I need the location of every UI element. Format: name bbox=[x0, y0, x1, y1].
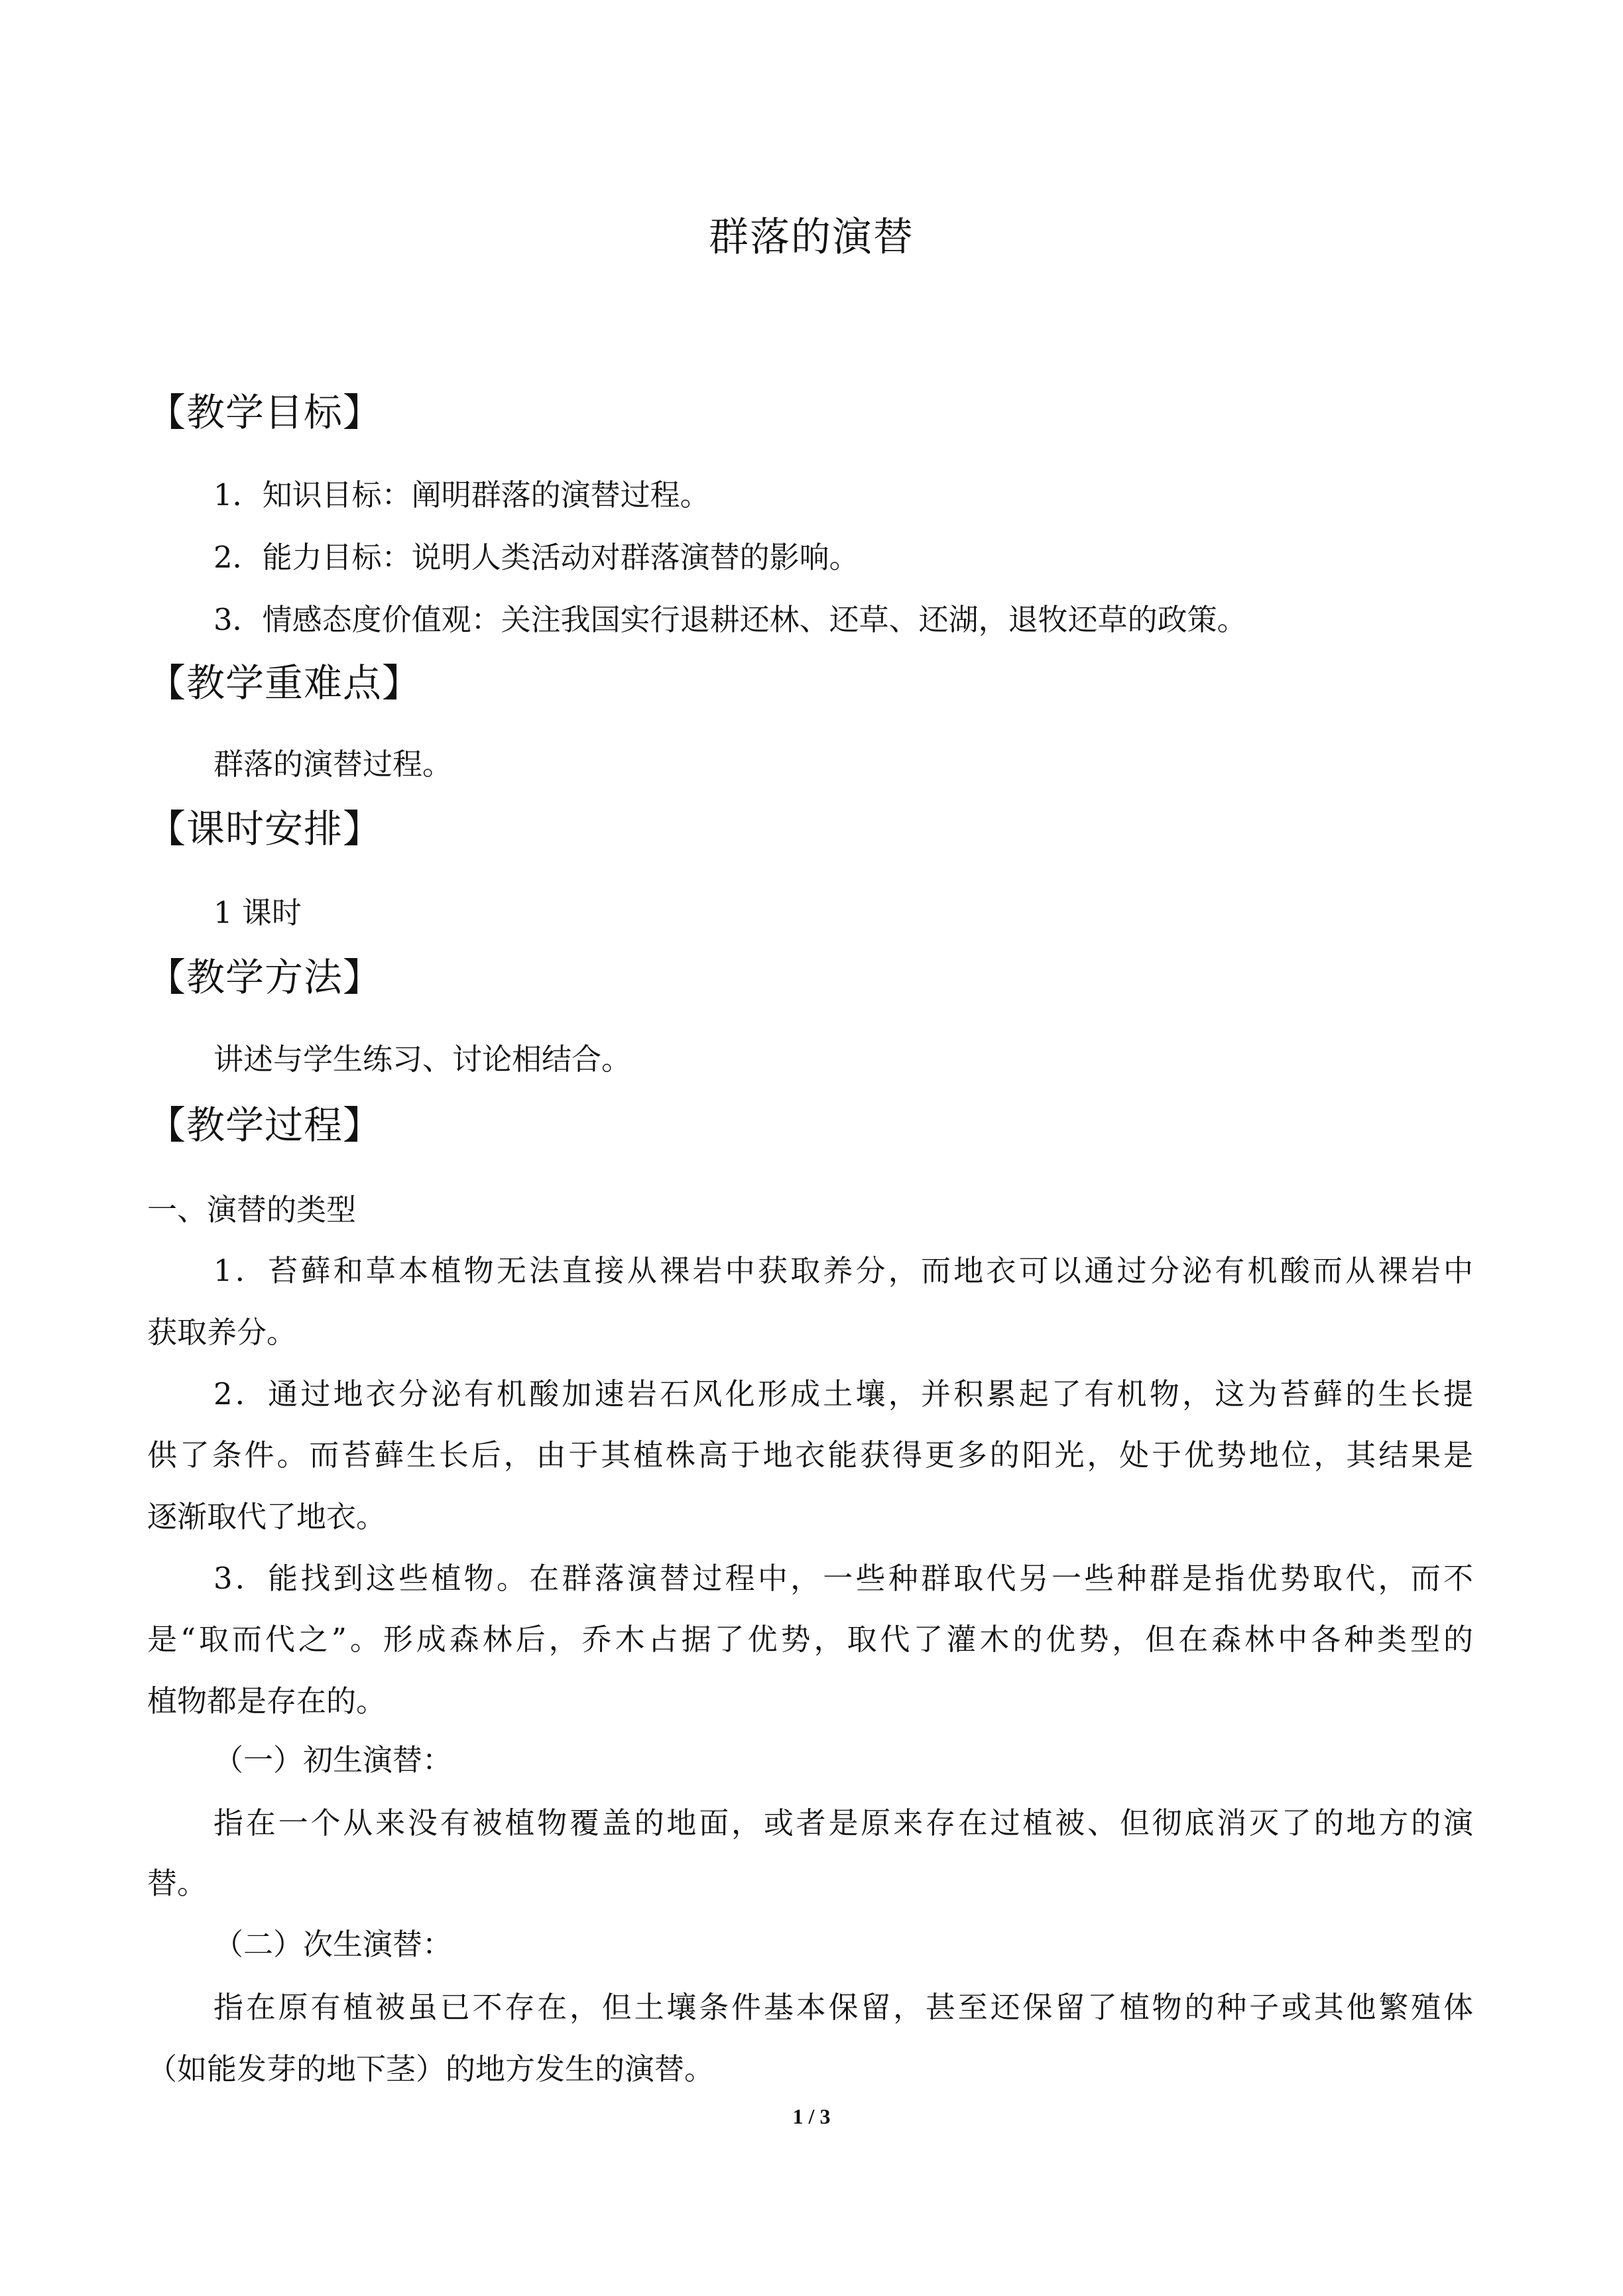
page-number: 1 / 3 bbox=[792, 2104, 831, 2128]
document-title: 群落的演替 bbox=[709, 214, 914, 261]
primary-succession-line-1: 指在一个从来没有被植物覆盖的地面，或者是原来存在过植被、但彻底消灭了的地方的演 bbox=[213, 1805, 1473, 1841]
primary-succession-line-2: 替。 bbox=[147, 1866, 208, 1901]
process-subheading: 一、演替的类型 bbox=[147, 1192, 357, 1227]
primary-succession-label: （一）初生演替： bbox=[213, 1742, 453, 1778]
heading-process: 【教学过程】 bbox=[147, 1103, 383, 1148]
process-paragraph-3-line-1: 3．能找到这些植物。在群落演替过程中，一些种群取代另一些种群是指优势取代，而不 bbox=[213, 1561, 1473, 1596]
secondary-succession-line-2: （如能发芽的地下茎）的地方发生的演替。 bbox=[147, 2051, 715, 2086]
process-paragraph-3-line-2: 是“取而代之”。形成森林后，乔木占据了优势，取代了灌木的优势，但在森林中各种类型的 bbox=[147, 1622, 1473, 1657]
methods-text: 讲述与学生练习、讨论相结合。 bbox=[213, 1042, 632, 1077]
process-paragraph-1-line-2: 获取养分。 bbox=[147, 1315, 297, 1350]
goal-item-ability: 2．能力目标：说明人类活动对群落演替的影响。 bbox=[213, 540, 859, 575]
heading-key-points: 【教学重难点】 bbox=[147, 660, 422, 705]
heading-methods: 【教学方法】 bbox=[147, 955, 383, 1000]
goal-item-values: 3．情感态度价值观：关注我国实行退耕还林、还草、还湖，退牧还草的政策。 bbox=[213, 602, 1247, 637]
goal-item-knowledge: 1．知识目标：阐明群落的演替过程。 bbox=[213, 477, 710, 513]
secondary-succession-label: （二）次生演替： bbox=[213, 1927, 453, 1962]
process-paragraph-2-line-3: 逐渐取代了地衣。 bbox=[147, 1499, 387, 1534]
heading-schedule: 【课时安排】 bbox=[147, 806, 383, 851]
process-paragraph-1-line-1: 1．苔藓和草本植物无法直接从裸岩中获取养分，而地衣可以通过分泌有机酸而从裸岩中 bbox=[213, 1253, 1473, 1288]
key-points-text: 群落的演替过程。 bbox=[213, 747, 453, 782]
secondary-succession-line-1: 指在原有植被虽已不存在，但土壤条件基本保留，甚至还保留了植物的种子或其他繁殖体 bbox=[213, 1990, 1473, 2025]
process-paragraph-2-line-1: 2．通过地衣分泌有机酸加速岩石风化形成土壤，并积累起了有机物，这为苔藓的生长提 bbox=[213, 1376, 1473, 1412]
process-paragraph-3-line-3: 植物都是存在的。 bbox=[147, 1683, 387, 1719]
schedule-text: 1 课时 bbox=[213, 895, 302, 930]
process-paragraph-2-line-2: 供了条件。而苔藓生长后，由于其植株高于地衣能获得更多的阳光，处于优势地位，其结果是 bbox=[147, 1437, 1473, 1473]
heading-teaching-goals: 【教学目标】 bbox=[147, 390, 383, 435]
